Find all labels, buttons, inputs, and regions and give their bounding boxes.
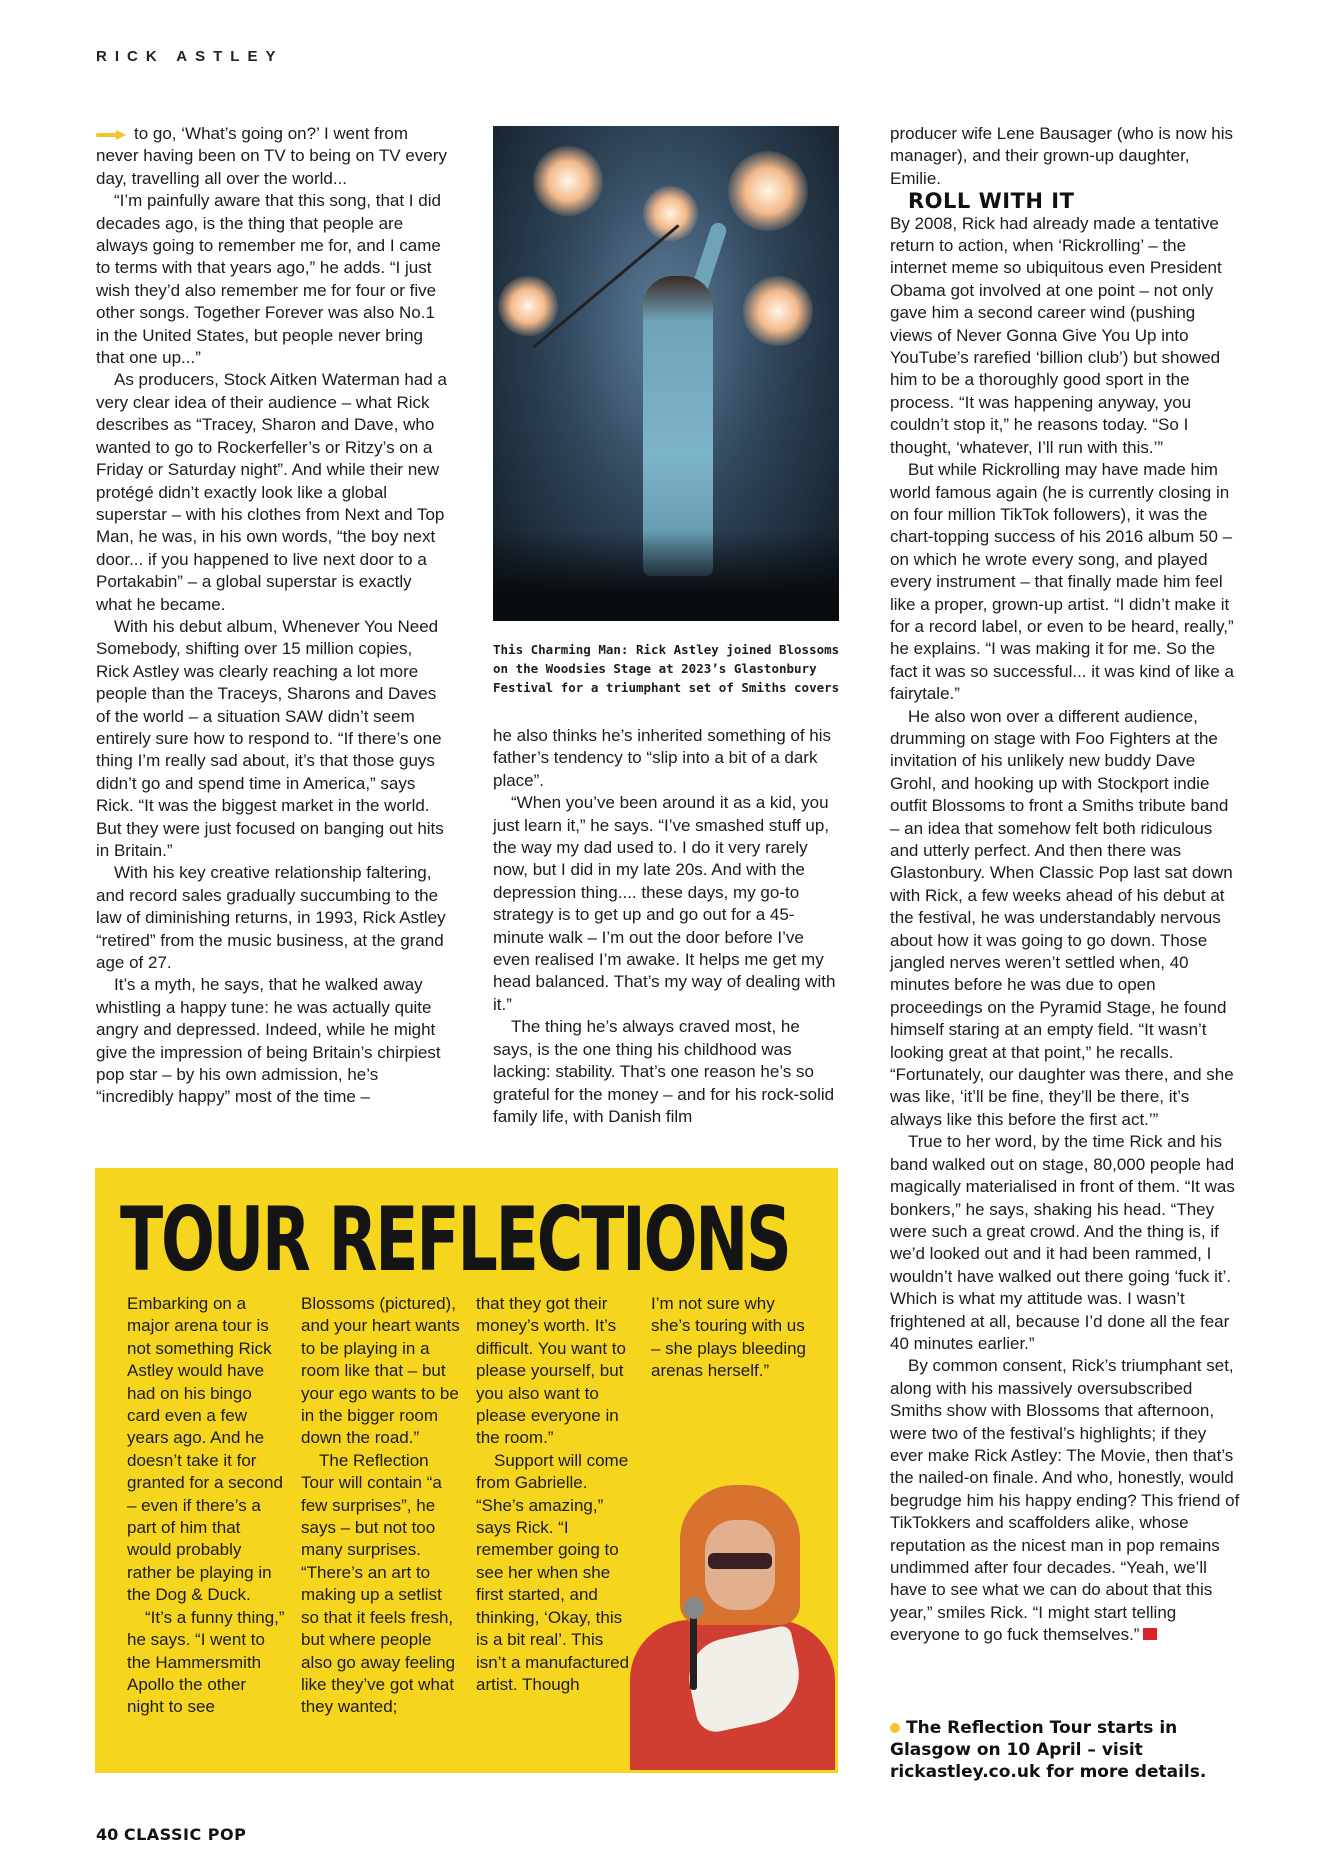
boxout-column-1 [127,1293,287,1719]
paragraph: that they got their money’s worth. It’s difficult. You want to please yourself, but you also want to please everyone in the room.” [476,1294,626,1448]
singer-cutout-photo [620,1485,835,1770]
article-column-3 [890,123,1240,1647]
bullet-icon [890,1723,900,1733]
boxout-title: TOUR REFLECTIONS [120,1188,790,1291]
sunglasses [708,1553,772,1569]
paragraph: By common consent, Rick’s triumphant set, along with his massively oversubscribed Smiths show with Blossoms that afternoon, were two of the festival’s highlights; if they ever make Rick Astley: The Movie, then that’s the nailed-on finale. And who, honestly, would begrudge him his happy ending? This friend of TikTokkers and scaffolders alike, whose reputation as the nicest man in pop remains undimmed after four decades. “Yeah, we’ll have to see what we can do about that this year,” smiles Rick. “I might start telling everyone to go fuck themselves.” [890,1356,1240,1645]
paragraph: With his key creative relationship faltering, and record sales gradually succumbing to the law of diminishing returns, in 1993, Rick Astley “retired” from the music business, at the grand age of 27. [96,863,446,973]
boxout-column-2 [301,1293,461,1719]
stage-light [743,276,813,346]
article-column-2 [493,725,843,1128]
paragraph: But while Rickrolling may have made him world famous again (he is currently closing in on four million TikTok followers), it was the chart-topping success of his 2016 album 50 – on which he wrote every song, and played every instrument – that finally made him feel like a proper, grown-up artist. “I didn’t make it for a record label, or even to be heard, really,” he explains. “I was making it for me. So the fact it was so successful... it was kind of like a fairytale.” [890,460,1234,704]
page-number: 40 [96,1825,119,1844]
paragraph: By 2008, Rick had already made a tentative return to action, when ‘Rickrolling’ – the internet meme so ubiquitous even President Obama got involved at one point – not only gave him a second career wind (pushing views of Never Gonna Give You Up into YouTube’s rarefied ‘billion club’) but showed him to be a thoroughly good sport in the process. “It was happening anyway, you couldn’t stop it,” he reasons today. “So I thought, ‘whatever, I’ll run with this.’” [890,213,1222,457]
stage-floor [493,531,839,621]
paragraph: Embarking on a major arena tour is not something Rick Astley would have had on his bingo card even a few years ago. And he doesn’t take it for granted for a second – even if there’s a part of him that would probably rather be playing in the Dog & Duck. [127,1294,283,1605]
paragraph: Support will come from Gabrielle. “She’s amazing,” says Rick. “I remember going to see her when she first started, and thinking, ‘Okay, this is a bit real’. This isn’t a manufactured artist. Though [476,1450,630,1694]
stage-light [533,146,603,216]
paragraph: As producers, Stock Aitken Waterman had a very clear idea of their audience – what Rick describes as “Tracey, Sharon and Dave, who wanted to go to Rockerfeller’s or Ritzy’s on a Friday or Saturday night”. And while their new protégé didn’t exactly look like a global superstar – with his clothes from Next and Top Man, he was, in his own words, “the boy next door... if you happened to live next door to a Portakabin” – a global superstar is exactly what he became. [96,370,447,614]
photo-caption: This Charming Man: Rick Astley joined Blossoms on the Woodsies Stage at 2023’s Glastonbury Festival for a triumphant set of Smiths covers [493,642,840,695]
paragraph: The Reflection Tour will contain “a few surprises”, he says – but not too many surprises. “There’s an art to making up a setlist so that it feels fresh, but where people also go away feeling like they’ve got what they wanted; [301,1450,456,1717]
tour-info: The Reflection Tour starts in Glasgow on 10 April – visit rickastley.co.uk for more details. [890,1718,1207,1782]
end-mark-icon [1143,1628,1157,1640]
paragraph: “I’m painfully aware that this song, that I did decades ago, is the thing that people are always going to remember me for, and I came to terms with that years ago,” he adds. “I just wish they’d also remember me for four or five other songs. Together Forever was also No.1 in the United States, but people never bring that one up...” [96,191,441,368]
paragraph: Blossoms (pictured), and your heart wants to be playing in a room like that – but your ego wants to be in the bigger room down the road.” [301,1294,460,1448]
paragraph: With his debut album, Whenever You Need Somebody, shifting over 15 million copies, Rick Astley was clearly reaching a lot more people than the Traceys, Sharons and Daves of the world – a situation SAW didn’t seem entirely sure how to respond to. “If there’s one thing I’m really sad about, it’s that those guys didn’t go and spend time in America,” says Rick. “It was the biggest market in the world. But they were just focused on banging out hits in Britain.” [96,616,444,860]
paragraph: producer wife Lene Bausager (who is now his manager), and their grown-up daughter, Emilie. [890,124,1234,188]
paragraph: “When you’ve been around it as a kid, you just learn it,” he says. “I’ve smashed stuff up, the way my dad used to. I do it very rarely now, but I did in my late 20s. And with the depression thing.... these days, my go-to strategy is to get up and go out for a 45-minute walk – I’m out the door before I’ve even realised I’m awake. It helps me get my head balanced. That’s my way of dealing with it.” [493,793,836,1014]
page-folio [96,1825,246,1844]
paragraph: The thing he’s always craved most, he says, is the one thing his childhood was lacking: stability. That’s one reason he’s so grateful for the money – and for his rock-solid family life, with Danish film [493,1017,835,1126]
paragraph: “It’s a funny thing,” he says. “I went to the Hammersmith Apollo the other night to see [127,1607,285,1717]
concert-photo [493,126,839,621]
article-column-1 [96,123,448,1109]
stage-light [728,151,808,231]
paragraph: to go, ‘What’s going on?’ I went from never having been on TV to being on TV every day, travelling all over the world... [96,124,447,188]
boxout-column-4 [651,1293,811,1383]
running-head: RICK ASTLEY [96,48,284,65]
microphone-handle [690,1610,697,1690]
magazine-brand: CLASSIC POP [123,1825,247,1844]
stage-light [498,276,558,336]
microphone-head [684,1597,704,1619]
paragraph: he also thinks he’s inherited something of his father’s tendency to “slip into a bit of a dark place”. [493,726,831,790]
continuation-arrow-icon [96,130,128,140]
boxout-column-3 [476,1293,636,1696]
paragraph: He also won over a different audience, drumming on stage with Foo Fighters at the invitation of his unlikely new buddy Dave Grohl, and hooking up with Stockport indie outfit Blossoms to front a Smiths tribute band – an idea that somehow felt both ridiculous and utterly perfect. And then there was Glastonbury. When Classic Pop last sat down with Rick, a few weeks ahead of his debut at the festival, he was understandably nervous about how it was going to go down. Those jangled nerves weren’t settled when, 40 minutes before he was due to open proceedings on the Pyramid Stage, he found himself staring at an empty field. “It wasn’t looking great at that point,” he recalls. “Fortunately, our daughter was there, and she was like, ‘it’ll be fine, they’ll be there, it’s always like this before the first act.’” [890,706,1234,1129]
section-heading: ROLL WITH IT [908,189,1075,214]
paragraph: True to her word, by the time Rick and his band walked out on stage, 80,000 people had magically materialised in front of them. “It was bonkers,” he says, shaking his head. “They were such a great crowd. And the thing is, if we’d looked out and it had been rammed, I wouldn’t have walked out there going ‘fuck it’. Which is what my attitude was. I wasn’t frightened at all, because I’d done all the fear 40 minutes earlier.” [890,1132,1235,1353]
paragraph: It’s a myth, he says, that he walked away whistling a happy tune: he was actually quite angry and depressed. Indeed, while he might give the impression of being Britain’s chirpiest pop star – by his own admission, he’s “incredibly happy” most of the time – [96,975,441,1107]
paragraph: I’m not sure why she’s touring with us – she plays bleeding arenas herself.” [651,1294,807,1381]
